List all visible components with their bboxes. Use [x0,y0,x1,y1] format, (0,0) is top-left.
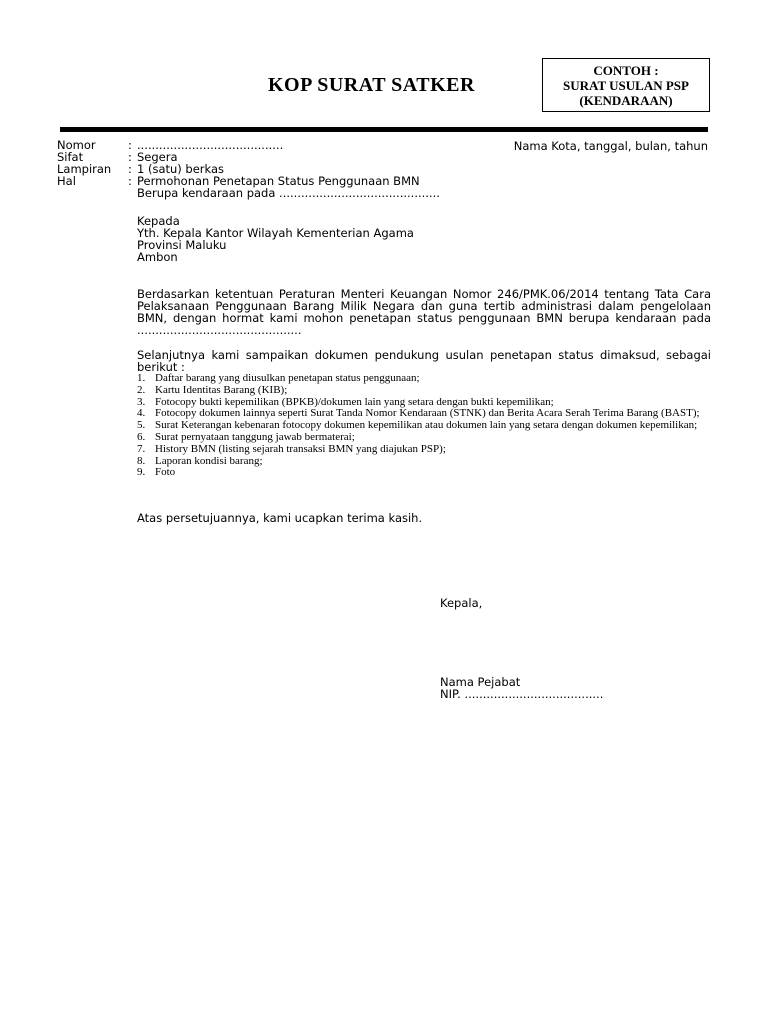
supporting-documents-list [137,373,711,479]
list-item-text: Fotocopy bukti kepemilikan (BPKB)/dokumen lain yang setara dengan bukti kepemilikan; [155,395,554,408]
signature-nip: NIP. ...................................... [440,687,604,701]
closing-sentence: Atas persetujuannya, kami ucapkan terima kasih. [137,511,423,525]
meta-colon: : [128,174,132,188]
list-item-number: 1. [137,372,146,384]
body-paragraph-2: Selanjutnya kami sampaikan dokumen pendukung usulan penetapan status dimaksud, sebagai berikut : [137,348,711,374]
sample-label-line: CONTOH : [593,62,659,78]
signature-name: Nama Pejabat [440,675,521,689]
list-item-text: Surat Keterangan kebenaran fotocopy dokumen kepemilikan atau dokumen lain yang setara dengan dokumen kepemilikan; [155,419,698,432]
signature-title: Kepala, [440,596,483,610]
meta-label: Lampiran [57,162,112,176]
meta-value: 1 (satu) berkas [137,162,225,176]
hal-continuation: Berupa kendaraan pada ............................................ [137,186,440,200]
meta-colon: : [128,138,132,152]
list-item-number: 3. [137,395,146,408]
recipient-line: Yth. Kepala Kantor Wilayah Kementerian Agama [137,226,414,240]
meta-label: Hal [57,174,76,188]
recipient-line: Ambon [137,250,178,264]
list-item-text: Laporan kondisi barang; [155,454,263,467]
meta-value: Segera [137,150,178,164]
list-item-text: Kartu Identitas Barang (KIB); [155,383,288,396]
list-item-number: 5. [137,419,146,432]
list-item-number: 8. [137,454,146,467]
list-item-text: Foto [155,466,176,479]
meta-colon: : [128,150,132,164]
letterhead-title: KOP SURAT SATKER [268,74,475,96]
list-item-number: 6. [137,430,146,443]
list-item-number: 7. [137,442,146,455]
list-item-number: 2. [137,383,146,396]
list-item-text: Daftar barang yang diusulkan penetapan status penggunaan; [155,372,420,384]
sample-label-line: (KENDARAAN) [579,92,673,108]
meta-label: Sifat [57,150,84,164]
list-item-number: 4. [137,407,146,420]
list-item [137,467,711,479]
sample-label-box [542,58,710,112]
recipient-line: Provinsi Maluku [137,238,227,252]
list-item-text: Fotocopy dokumen lainnya seperti Surat Tanda Nomor Kendaraan (STNK) dan Berita Acara Serah Terima Barang (BAST); [155,407,700,420]
meta-value: ........................................ [137,138,284,152]
body-paragraph-1: Berdasarkan ketentuan Peraturan Menteri Keuangan Nomor 246/PMK.06/2014 tentang Tata Cara Pelaksanaan Penggunaan Barang Milik Negara dan guna tertib administrasi dalam pengelolaan BMN, dengan hormat kami mohon penetapan status penggunaan BMN berupa kendaraan pada ............................................. [137,287,711,337]
meta-colon: : [128,162,132,176]
list-item-text: Surat pernyataan tanggung jawab bermaterai; [155,430,355,443]
recipient-line: Kepada [137,214,180,228]
list-item [137,456,711,468]
meta-label: Nomor [57,138,96,152]
meta-value: Permohonan Penetapan Status Penggunaan BMN [137,174,420,188]
list-item-number: 9. [137,466,146,479]
sample-label-line: SURAT USULAN PSP [563,77,689,93]
letterhead-divider [60,127,708,132]
place-date: Nama Kota, tanggal, bulan, tahun [513,139,708,153]
list-item-text: History BMN (listing sejarah transaksi BMN yang diajukan PSP); [155,442,446,455]
